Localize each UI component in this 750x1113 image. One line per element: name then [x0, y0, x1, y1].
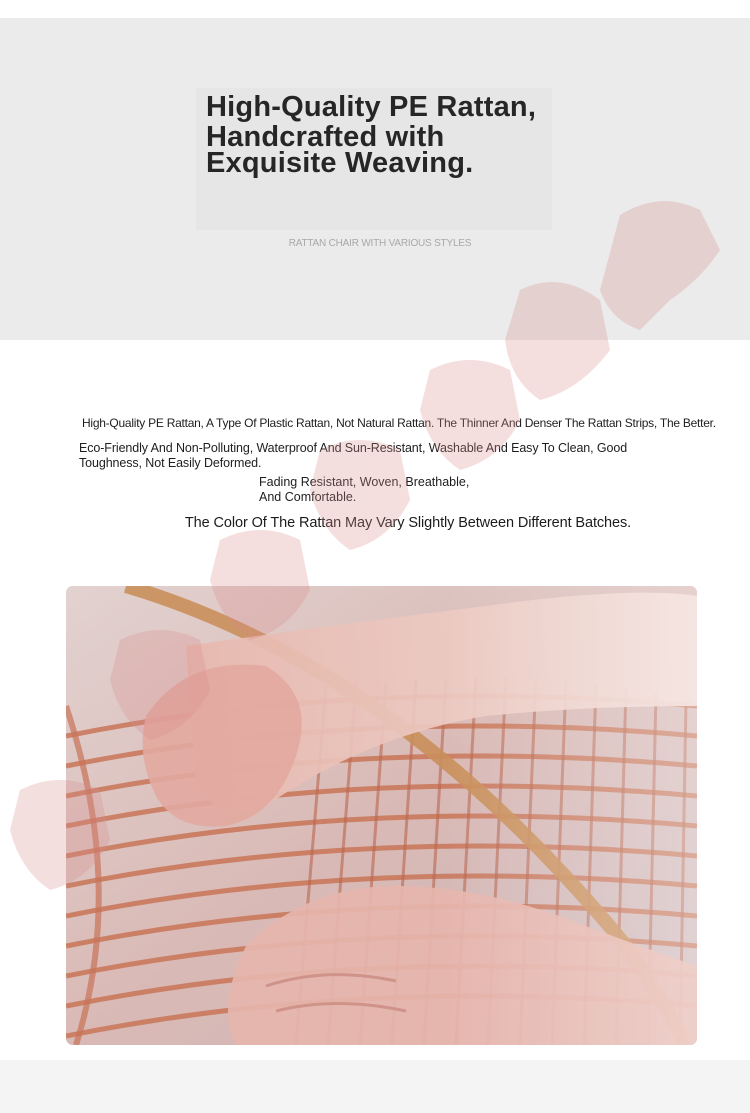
description-comfort: Fading Resistant, Woven, Breathable, And Comfortable. [259, 475, 470, 504]
hero-title-line: Exquisite Weaving. [206, 147, 474, 179]
description-features: Eco-Friendly And Non-Polluting, Waterproof And Sun-Resistant, Washable And Easy To Clean, Good Toughness, Not Easily Deformed. [79, 441, 628, 470]
description-material: High-Quality PE Rattan, A Type Of Plastic Rattan, Not Natural Rattan. The Thinner And Denser The Rattan Strips, The Better. [82, 416, 716, 430]
hero-title [206, 92, 626, 178]
footer-band [0, 1060, 750, 1113]
description-color-note: The Color Of The Rattan May Vary Slightly Between Different Batches. [184, 515, 632, 531]
hero-title-line: High-Quality PE Rattan, [206, 91, 537, 123]
hero-title-line: Handcrafted with [206, 121, 445, 153]
rattan-weaving-photo [66, 586, 697, 1045]
hero-subtitle: RATTAN CHAIR WITH VARIOUS STYLES [288, 238, 472, 249]
